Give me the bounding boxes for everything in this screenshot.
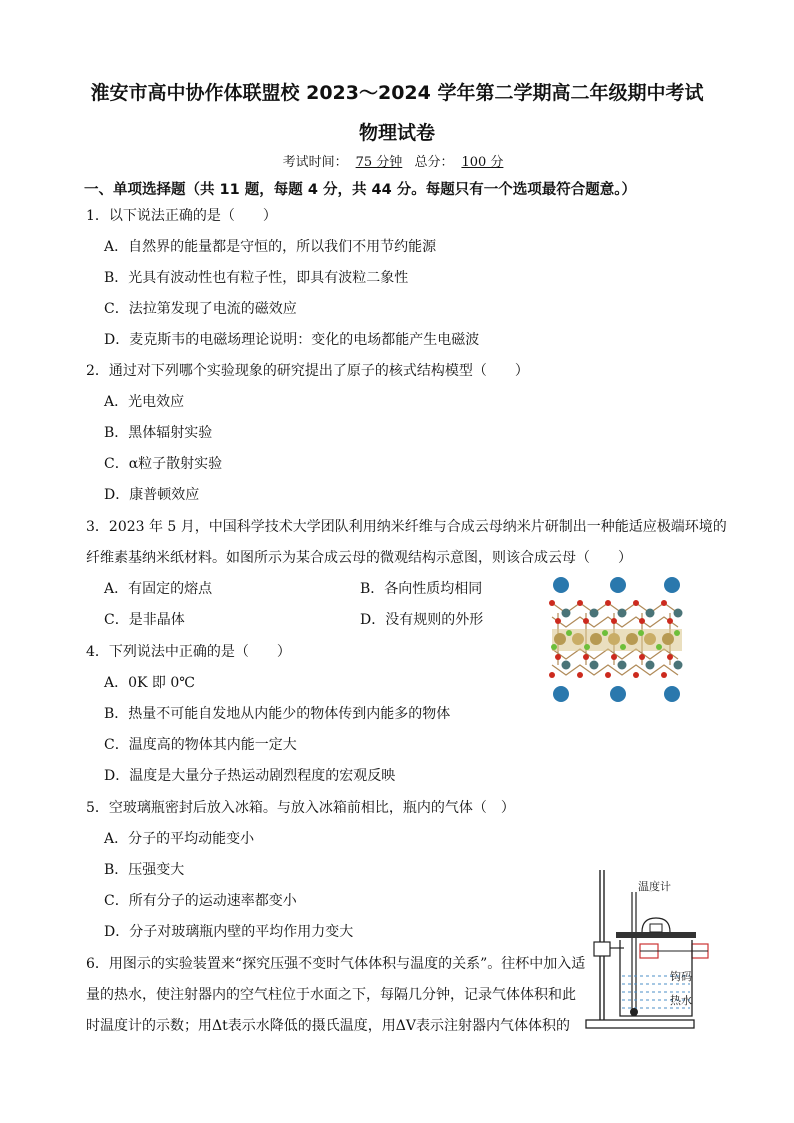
q1-option-a: A．自然界的能量都是守恒的，所以我们不用节约能源	[104, 239, 437, 255]
exam-title: 淮安市高中协作体联盟校 2023～2024 学年第二学期高二年级期中考试	[90, 82, 704, 104]
question-3-stem-line1: 3．2023 年 5 月，中国科学技术大学团队利用纳米纤维与合成云母纳米片研制出一种能适应极端环境的	[86, 519, 727, 535]
experiment-apparatus-figure	[580, 866, 710, 1034]
question-5-stem: 5．空玻璃瓶密封后放入冰箱。与放入冰箱前相比，瓶内的气体（ ）	[86, 800, 515, 816]
q5-option-a: A．分子的平均动能变小	[104, 831, 255, 847]
time-label: 考试时间：	[282, 155, 348, 170]
q5-option-b: B．压强变大	[104, 862, 185, 878]
question-2-stem: 2．通过对下列哪个实验现象的研究提出了原子的核式结构模型（ ）	[86, 363, 529, 379]
question-1-stem: 1．以下说法正确的是（ ）	[86, 208, 277, 224]
question-6-stem-line1: 6．用图示的实验装置来“探究压强不变时气体体积与温度的关系”。往杯中加入适	[86, 956, 586, 972]
mica-structure-figure	[548, 573, 688, 705]
weight-plate	[616, 932, 696, 938]
question-3-stem-line2: 纤维素基纳米纸材料。如图所示为某合成云母的微观结构示意图，则该合成云母（ ）	[86, 550, 632, 566]
weight-label: 钩码	[670, 970, 692, 983]
q4-option-a: A．0K 即 0℃	[104, 675, 195, 691]
q2-option-a: A．光电效应	[104, 394, 185, 410]
q2-option-c: C．α粒子散射实验	[104, 456, 223, 472]
q1-option-b: B．光具有波动性也有粒子性，即具有波粒二象性	[104, 270, 409, 286]
q1-option-c: C．法拉第发现了电流的磁效应	[104, 301, 297, 317]
octahedral-layer	[551, 629, 682, 651]
score-value: 100 分	[461, 155, 504, 170]
question-6-stem-line3: 时温度计的示数；用Δt表示水降低的摄氏温度，用ΔV表示注射器内气体体积的	[86, 1018, 570, 1034]
exam-info	[0, 151, 794, 170]
score-label: 总分：	[414, 155, 454, 170]
q4-option-b: B．热量不可能自发地从内能少的物体传到内能多的物体	[104, 706, 451, 722]
question-4-stem: 4．下列说法中正确的是（ ）	[86, 644, 291, 660]
q5-option-d: D．分子对玻璃瓶内壁的平均作用力变大	[104, 924, 354, 940]
q3-option-a: A．有固定的熔点	[104, 581, 213, 597]
exam-subtitle: 物理试卷	[358, 122, 435, 144]
q5-option-c: C．所有分子的运动速率都变小	[104, 893, 297, 909]
q3-option-d: D．没有规则的外形	[360, 612, 484, 628]
q3-option-c: C．是非晶体	[104, 612, 185, 628]
clamp	[594, 942, 610, 956]
q4-option-d: D．温度是大量分子热运动剧烈程度的宏观反映	[104, 768, 396, 784]
water-label: 热水	[670, 994, 692, 1007]
q3-option-b: B．各向性质均相同	[360, 581, 483, 597]
time-value: 75 分钟	[355, 155, 403, 170]
q2-option-d: D．康普顿效应	[104, 487, 200, 503]
q1-option-d: D．麦克斯韦的电磁场理论说明：变化的电场都能产生电磁波	[104, 332, 480, 348]
thermometer-label: 温度计	[638, 880, 671, 893]
q4-option-c: C．温度高的物体其内能一定大	[104, 737, 297, 753]
q2-option-b: B．黑体辐射实验	[104, 425, 213, 441]
question-6-stem-line2: 量的热水，使注射器内的空气柱位于水面之下，每隔几分钟，记录气体体积和此	[86, 987, 576, 1003]
stand-base	[586, 1020, 694, 1028]
section-heading: 一、单项选择题（共 11 题，每题 4 分，共 44 分。每题只有一个选项最符合题意。）	[84, 182, 636, 198]
